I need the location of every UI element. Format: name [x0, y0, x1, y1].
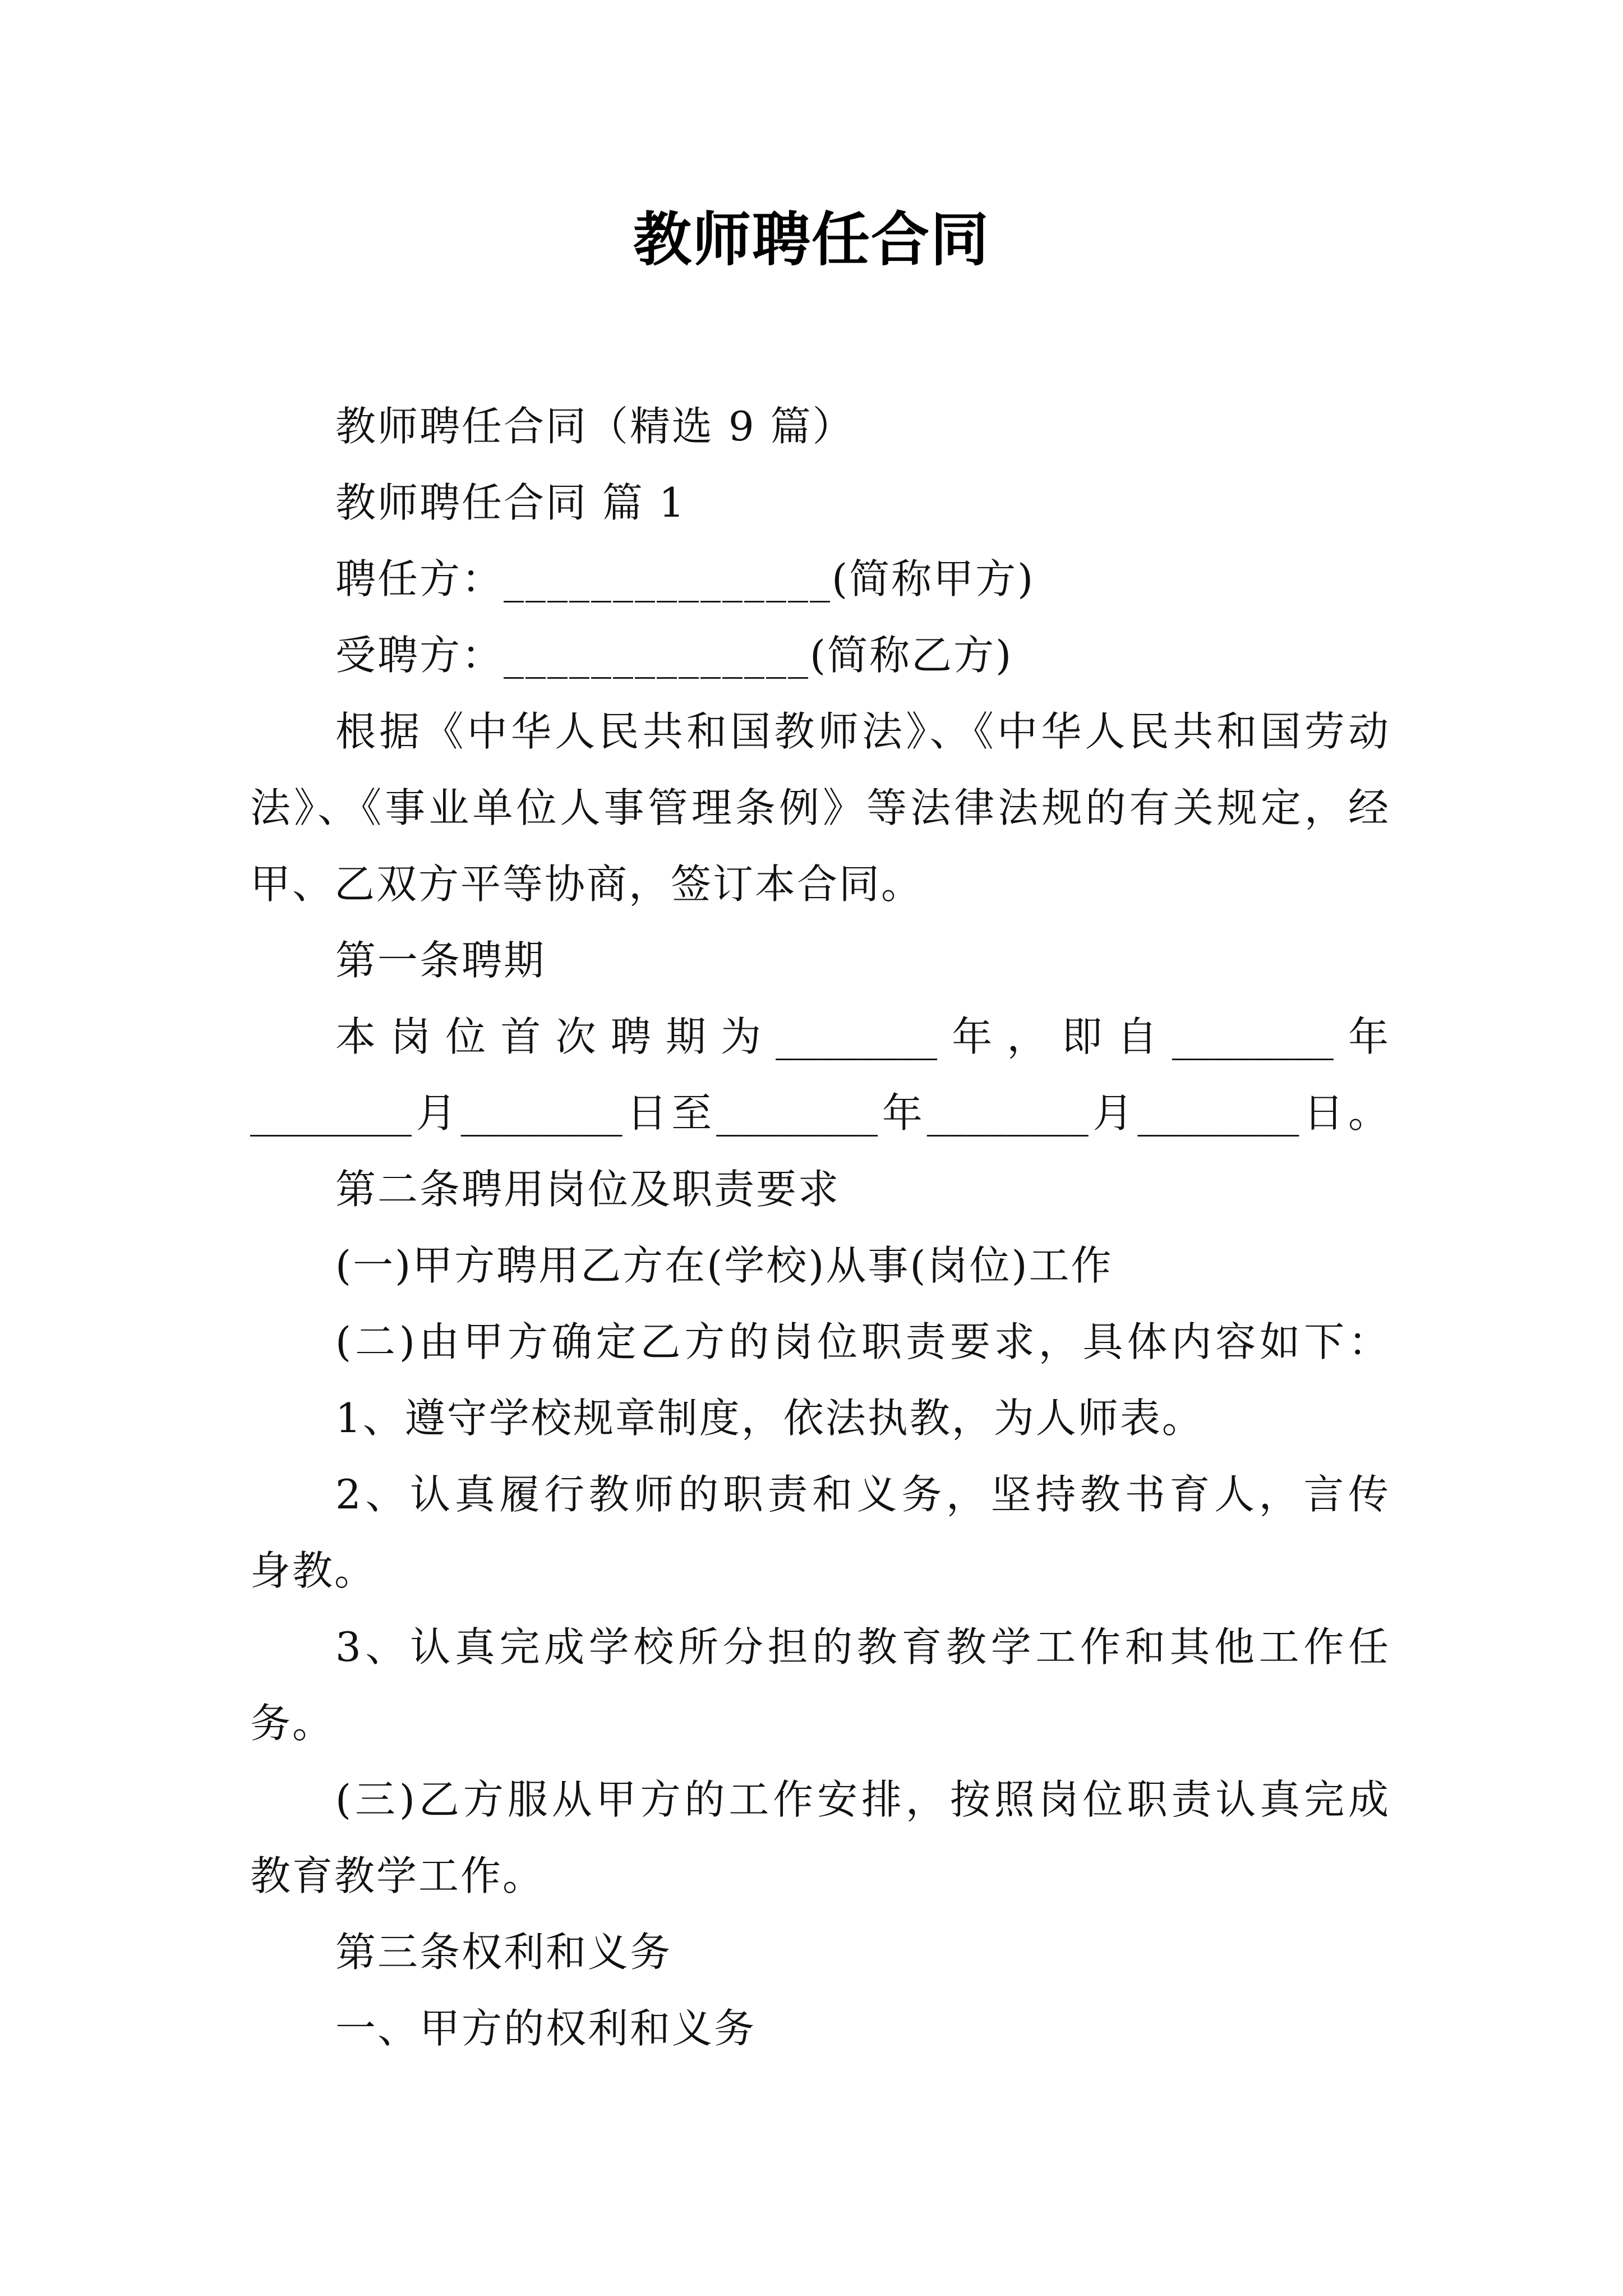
paragraph-list-item: [250, 1456, 1389, 1609]
paragraph-line: 教师聘任合同（精选 9 篇）: [335, 403, 855, 450]
paragraph-line: 法》、《事业单位人事管理条例》等法律法规的有关规定，经: [250, 784, 1389, 831]
paragraph-line: ________月________日至________年________月________日。: [250, 1089, 1389, 1137]
article-heading: [250, 922, 1389, 999]
paragraph-line: 教育教学工作。: [250, 1852, 545, 1899]
paragraph-line: (一)甲方聘用乙方在(学校)从事(岗位)工作: [335, 1242, 1113, 1289]
paragraph-clause: [250, 1227, 1389, 1304]
paragraph-employee-field: [250, 617, 1389, 693]
paragraph-line: 一、甲方的权利和义务: [335, 2005, 757, 2052]
paragraph-list-item: [250, 1609, 1389, 1761]
paragraph-section-heading: [250, 464, 1389, 541]
document-body: [250, 388, 1389, 2067]
paragraph-line: 根据《中华人民共和国教师法》、《中华人民共和国劳动: [335, 708, 1389, 755]
paragraph-employer-field: [250, 541, 1389, 617]
paragraph-line: 本岗位首次聘期为________年，即自________年: [335, 1013, 1389, 1060]
paragraph-line: 甲、乙双方平等协商，签订本合同。: [250, 861, 924, 908]
paragraph-clause: [250, 1761, 1389, 1914]
paragraph-line: 务。: [250, 1700, 335, 1747]
paragraph-list-item: [250, 1380, 1389, 1456]
paragraph-subtitle: [250, 388, 1389, 464]
paragraph-clause: [250, 1304, 1389, 1380]
paragraph-preamble: [250, 693, 1389, 922]
paragraph-line: 教师聘任合同 篇 1: [335, 479, 686, 526]
paragraph-line: 受聘方：______________(简称乙方): [335, 632, 1013, 679]
document-title: 教师聘任合同: [633, 205, 990, 274]
paragraph-term: [250, 999, 1389, 1151]
paragraph-line: (三)乙方服从甲方的工作安排，按照岗位职责认真完成: [335, 1776, 1389, 1823]
sub-heading: [250, 1990, 1389, 2067]
paragraph-line: 第三条权利和义务: [335, 1929, 672, 1976]
paragraph-line: 聘任方：_______________(简称甲方): [335, 555, 1035, 602]
paragraph-line: 第二条聘用岗位及职责要求: [335, 1166, 841, 1213]
paragraph-line: 第一条聘期: [335, 937, 546, 984]
paragraph-line: (二)由甲方确定乙方的岗位职责要求，具体内容如下：: [335, 1318, 1389, 1365]
paragraph-line: 1、遵守学校规章制度，依法执教，为人师表。: [335, 1395, 1204, 1442]
paragraph-line: 身教。: [250, 1547, 377, 1594]
paragraph-line: 2、认真履行教师的职责和义务，坚持教书育人，言传: [335, 1471, 1389, 1518]
article-heading: [250, 1151, 1389, 1227]
article-heading: [250, 1914, 1389, 1990]
paragraph-line: 3、认真完成学校所分担的教育教学工作和其他工作任: [335, 1623, 1389, 1671]
